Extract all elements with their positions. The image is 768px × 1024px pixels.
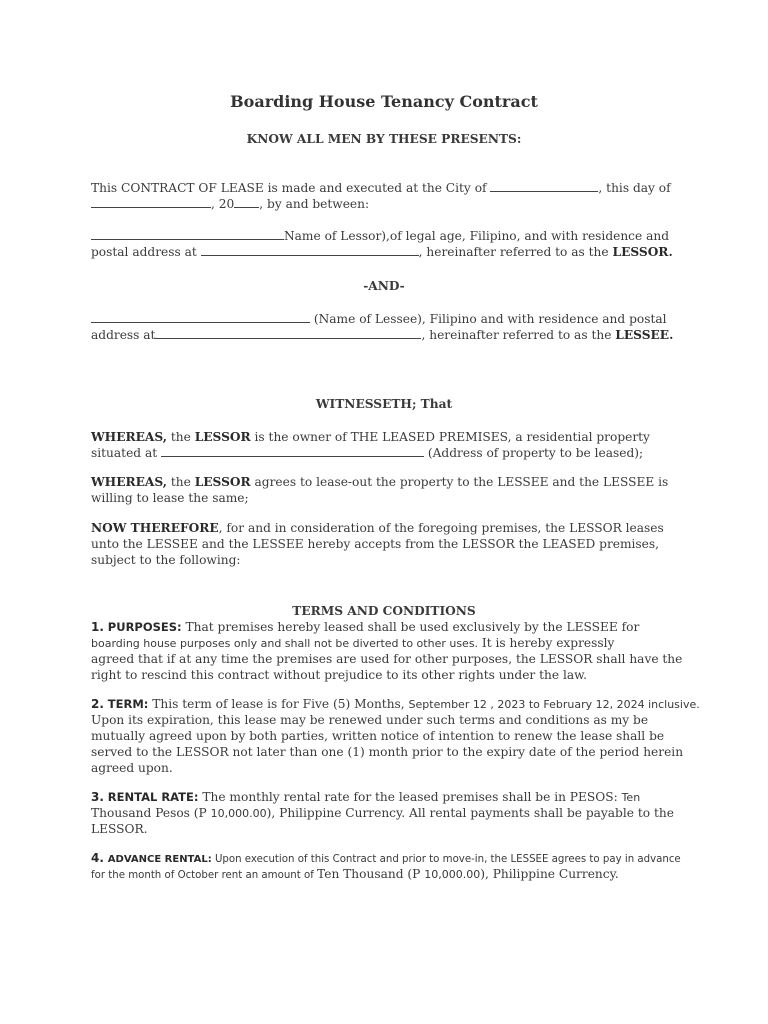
lessee-text-c: , hereinafter referred to as the: [421, 328, 616, 342]
day-blank: [91, 196, 211, 208]
whereas2-text-a: the: [166, 475, 195, 489]
lessor-line-1: [91, 228, 669, 244]
term3-amount: 10,000.00: [210, 807, 267, 820]
term3-line-2: [91, 805, 674, 822]
whereas2-line-2: willing to lease the same;: [91, 491, 249, 505]
term2-text-a: This term of lease is for Five (5) Months,: [148, 697, 409, 711]
whereas1-text-c: situated at: [91, 446, 161, 460]
year-blank: [234, 196, 259, 208]
lessee-text-a: (Name of Lessee), Filipino and with residence and postal: [310, 312, 667, 326]
term4-label: ADVANCE RENTAL:: [107, 854, 212, 865]
term1-line-1: [91, 619, 639, 635]
term2-line-3: mutually agreed upon by both parties, written notice of intention to renew the lease shall be: [91, 729, 665, 743]
term1-line-3: agreed that if at any time the premises are used for other purposes, the LESSOR shall have the: [91, 652, 683, 666]
whereas2-text-b: agrees to lease-out the property to the LESSEE and the LESSEE is: [250, 475, 669, 489]
term4-line-2: [91, 866, 619, 884]
term4-text-b2: Ten Thousand (P: [317, 867, 425, 881]
lessor-line-2: [91, 244, 673, 260]
term3-line-1: [91, 789, 640, 806]
whereas1-text-d: (Address of property to be leased);: [424, 446, 644, 460]
term1-number: 1.: [91, 620, 104, 634]
and-separator: -AND-: [363, 279, 405, 293]
lessee-role: LESSEE.: [615, 328, 674, 342]
whereas1-line-2: [91, 445, 643, 461]
term2-line-1: [91, 696, 700, 713]
term2-number: 2.: [91, 697, 104, 711]
term3-number: 3.: [91, 790, 104, 804]
whereas1-lessor: LESSOR: [194, 430, 251, 444]
term3-text-b: Thousand Pesos (P: [91, 806, 211, 820]
whereas2-line-1: [91, 474, 668, 490]
lessee-line-1: [91, 311, 667, 327]
now-line-3: subject to the following:: [91, 553, 241, 567]
lessor-name-blank: [91, 228, 284, 240]
intro-text-b: , this day of: [598, 181, 671, 195]
term4-number: 4.: [91, 851, 104, 865]
whereas2-keyword: WHEREAS,: [91, 475, 167, 489]
term3-text-a: The monthly rental rate for the leased premises shall be in PESOS:: [198, 790, 622, 804]
now-text-a: , for and in consideration of the foregoing premises, the LESSOR leases: [218, 521, 664, 535]
term2-dates: September 12 , 2023 to February 12, 2024 inclusive.: [408, 698, 700, 711]
intro-text-c: , 20: [211, 197, 235, 211]
term2-label: TERM:: [107, 697, 149, 711]
term3-text-a2: Ten: [621, 791, 641, 804]
lessor-text-c: , hereinafter referred to as the: [418, 245, 613, 259]
lessee-address-blank: [155, 327, 421, 339]
term3-text-b3: ), Philippine Currency. All rental payments shall be payable to the: [266, 806, 674, 820]
lessor-text-b: postal address at: [91, 245, 201, 259]
document-subtitle: KNOW ALL MEN BY THESE PRESENTS:: [246, 132, 522, 146]
term2-line-5: agreed upon.: [91, 761, 173, 775]
lessee-name-blank: [91, 311, 310, 323]
term1-line-4: right to rescind this contract without prejudice to its other rights under the law.: [91, 668, 587, 682]
term1-text-b: boarding house purposes only and shall not be diverted to other uses.: [91, 637, 479, 650]
city-blank: [490, 180, 598, 192]
term2-line-2: Upon its expiration, this lease may be renewed under such terms and conditions as my be: [91, 713, 649, 727]
intro-line-1: [91, 180, 671, 196]
whereas2-lessor: LESSOR: [194, 475, 251, 489]
whereas1-text-a: the: [166, 430, 195, 444]
term4-text-a: Upon execution of this Contract and prior to move-in, the LESSEE agrees to pay in advance: [211, 854, 681, 865]
term1-label: PURPOSES:: [107, 620, 182, 634]
terms-heading: TERMS AND CONDITIONS: [292, 604, 476, 618]
term1-text-a: That premises hereby leased shall be used exclusively by the LESSEE for: [181, 620, 640, 634]
term2-line-4: served to the LESSOR not later than one (1) month prior to the expiry date of the period herein: [91, 745, 684, 759]
now-line-1: [91, 520, 664, 536]
now-line-2: unto the LESSEE and the LESSEE hereby accepts from the LESSOR the LEASED premises,: [91, 537, 660, 551]
term4-text-b4: ), Philippine Currency.: [480, 867, 619, 881]
witnesseth-heading: WITNESSETH; That: [315, 397, 453, 411]
now-keyword: NOW THEREFORE: [91, 521, 219, 535]
whereas1-text-b: is the owner of THE LEASED PREMISES, a residential property: [250, 430, 650, 444]
term3-line-3: LESSOR.: [91, 822, 148, 836]
term4-text-b: for the month of October rent an amount of: [91, 870, 318, 881]
intro-text-d: , by and between:: [259, 197, 370, 211]
lessor-text-a: Name of Lessor),of legal age, Filipino, and with residence and: [284, 229, 670, 243]
whereas1-keyword: WHEREAS,: [91, 430, 167, 444]
intro-line-2: [91, 196, 369, 212]
intro-text-a: This CONTRACT OF LEASE is made and executed at the City of: [91, 181, 491, 195]
property-address-blank: [161, 445, 424, 457]
lessor-role: LESSOR.: [612, 245, 673, 259]
document-title: Boarding House Tenancy Contract: [230, 92, 538, 111]
term1-line-2: [91, 635, 614, 652]
lessee-text-b: address at: [91, 328, 156, 342]
whereas1-line-1: [91, 429, 650, 445]
lessee-line-2: [91, 327, 673, 343]
term4-amount: 10,000.00: [424, 868, 481, 881]
term3-label: RENTAL RATE:: [107, 790, 199, 804]
term1-text-b2: It is hereby expressly: [478, 636, 615, 650]
lessor-address-blank: [201, 244, 419, 256]
